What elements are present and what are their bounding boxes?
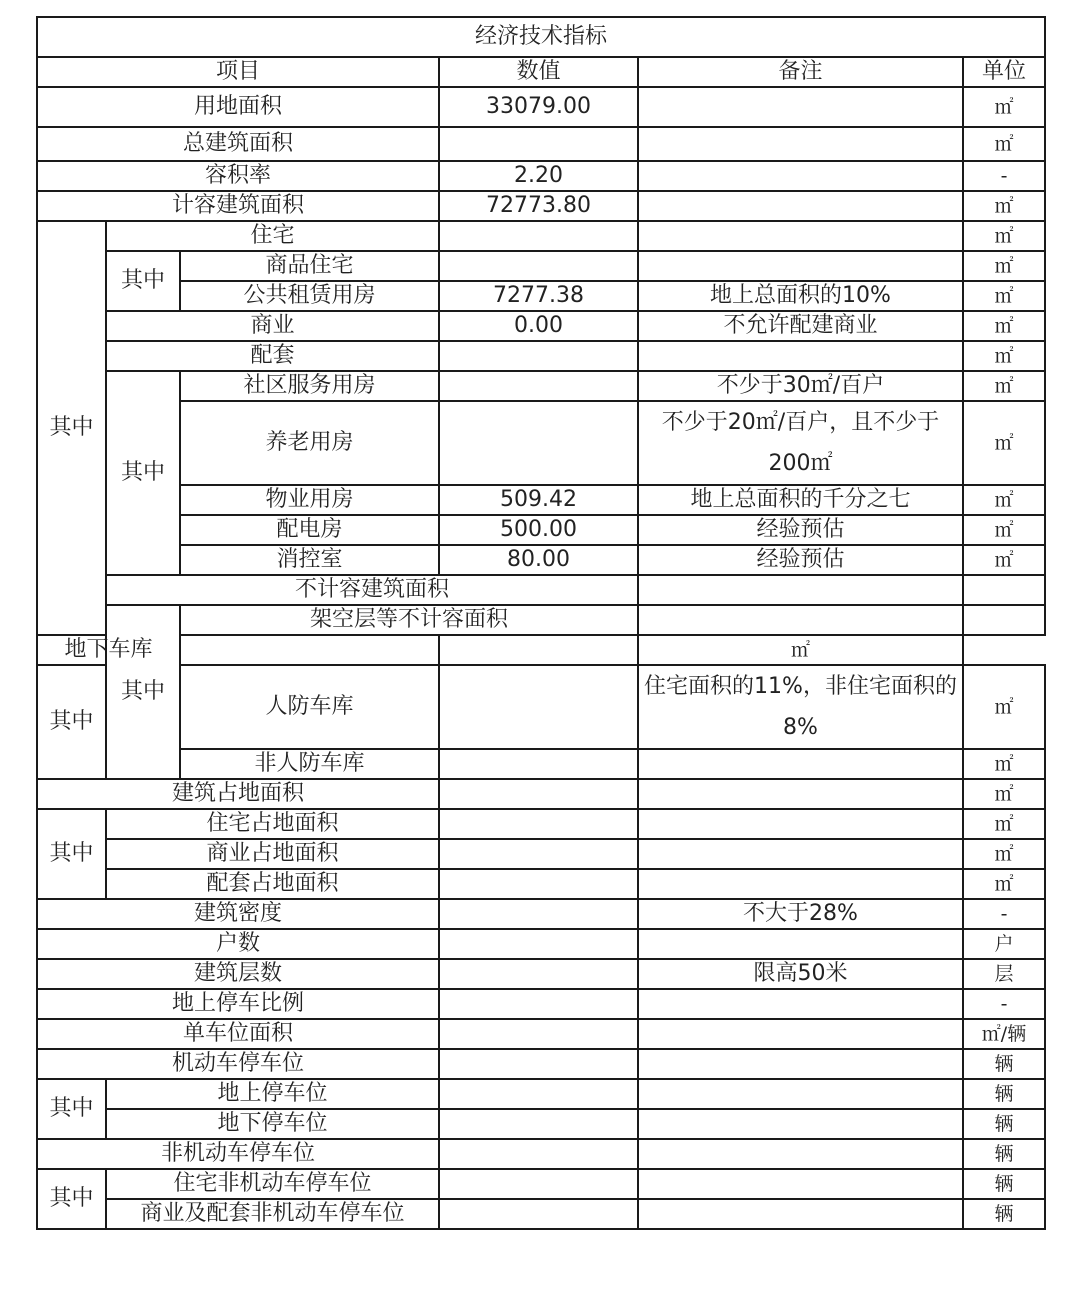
row-note (638, 1139, 963, 1169)
row-label: 商业占地面积 (106, 839, 439, 869)
row-note (638, 749, 963, 779)
row-value: 80.00 (439, 545, 638, 575)
row-unit: 辆 (963, 1169, 1045, 1199)
table-title: 经济技术指标 (37, 17, 1045, 57)
row-value (638, 575, 963, 605)
row-value (180, 635, 439, 665)
row-unit: ㎡ (963, 869, 1045, 899)
row-value: 509.42 (439, 485, 638, 515)
row-label: 配套 (106, 341, 439, 371)
row-note (638, 1109, 963, 1139)
row-value (439, 401, 638, 485)
row-value (439, 371, 638, 401)
row-value (439, 665, 638, 749)
row-note (638, 161, 963, 191)
row-note (638, 127, 963, 161)
row-label: 架空层等不计容面积 (180, 605, 638, 635)
row-unit: ㎡ (963, 127, 1045, 161)
row-unit: 辆 (963, 1199, 1045, 1229)
row-value (439, 1109, 638, 1139)
row-value (439, 1139, 638, 1169)
row-label: 单车位面积 (37, 1019, 439, 1049)
row-label: 住宅占地面积 (106, 809, 439, 839)
header-value: 数值 (439, 57, 638, 87)
subgroup-label: 其中 (106, 251, 180, 311)
row-note (439, 635, 638, 665)
row-label: 住宅非机动车停车位 (106, 1169, 439, 1199)
row-label: 建筑层数 (37, 959, 439, 989)
row-value: 500.00 (439, 515, 638, 545)
row-unit: ㎡ (963, 749, 1045, 779)
row-value (439, 749, 638, 779)
row-unit: ㎡ (963, 485, 1045, 515)
row-note (638, 1019, 963, 1049)
header-item: 项目 (37, 57, 439, 87)
row-unit: ㎡ (963, 221, 1045, 251)
row-unit: 辆 (963, 1079, 1045, 1109)
row-note (638, 1049, 963, 1079)
row-value: 72773.80 (439, 191, 638, 221)
row-label: 总建筑面积 (37, 127, 439, 161)
indicator-table (36, 16, 1046, 1230)
row-value (638, 605, 963, 635)
row-unit: ㎡ (963, 809, 1045, 839)
row-unit: ㎡/辆 (963, 1019, 1045, 1049)
row-value (439, 779, 638, 809)
row-unit: ㎡ (963, 779, 1045, 809)
row-unit: 层 (963, 959, 1045, 989)
row-unit: ㎡ (963, 545, 1045, 575)
row-label: 容积率 (37, 161, 439, 191)
row-unit: ㎡ (963, 251, 1045, 281)
row-note (638, 221, 963, 251)
row-label: 地下停车位 (106, 1109, 439, 1139)
row-label: 住宅 (106, 221, 439, 251)
subgroup-label: 其中 (106, 371, 180, 575)
row-value (439, 899, 638, 929)
row-note (638, 809, 963, 839)
row-label: 物业用房 (180, 485, 439, 515)
row-note: 经验预估 (638, 545, 963, 575)
row-label: 商业及配套非机动车停车位 (106, 1199, 439, 1229)
row-label: 建筑占地面积 (37, 779, 439, 809)
row-note (638, 1169, 963, 1199)
row-label: 商业 (106, 311, 439, 341)
row-unit: - (963, 899, 1045, 929)
row-value (439, 1049, 638, 1079)
row-label: 计容建筑面积 (37, 191, 439, 221)
row-value (439, 341, 638, 371)
row-note: 不大于28% (638, 899, 963, 929)
row-note (638, 1199, 963, 1229)
row-note: 不允许配建商业 (638, 311, 963, 341)
row-value (439, 127, 638, 161)
row-unit: ㎡ (963, 665, 1045, 749)
group-label: 其中 (37, 221, 106, 635)
row-label: 地上停车比例 (37, 989, 439, 1019)
row-label: 商品住宅 (180, 251, 439, 281)
row-label: 用地面积 (37, 87, 439, 127)
header-note: 备注 (638, 57, 963, 87)
subgroup-label: 其中 (37, 665, 106, 779)
row-unit: ㎡ (963, 839, 1045, 869)
row-value (439, 809, 638, 839)
row-label: 社区服务用房 (180, 371, 439, 401)
row-label: 地下车库 (37, 635, 180, 665)
row-unit: ㎡ (638, 635, 963, 665)
row-value (439, 869, 638, 899)
row-note (638, 251, 963, 281)
row-label: 人防车库 (180, 665, 439, 749)
row-value (439, 989, 638, 1019)
row-unit: 辆 (963, 1049, 1045, 1079)
row-note: 不少于30㎡/百户 (638, 371, 963, 401)
row-value: 0.00 (439, 311, 638, 341)
row-note: 经验预估 (638, 515, 963, 545)
row-note: 限高50米 (638, 959, 963, 989)
row-value (439, 251, 638, 281)
group-label: 其中 (37, 809, 106, 899)
row-note (638, 929, 963, 959)
row-label: 地上停车位 (106, 1079, 439, 1109)
row-unit: ㎡ (963, 281, 1045, 311)
row-note (963, 575, 1045, 605)
row-unit: ㎡ (963, 87, 1045, 127)
row-unit: 辆 (963, 1139, 1045, 1169)
row-note (638, 191, 963, 221)
row-label: 非机动车停车位 (37, 1139, 439, 1169)
row-note (638, 87, 963, 127)
row-label: 公共租赁用房 (180, 281, 439, 311)
row-unit: ㎡ (963, 401, 1045, 485)
row-value: 7277.38 (439, 281, 638, 311)
row-label: 消控室 (180, 545, 439, 575)
group-label: 其中 (106, 605, 180, 779)
row-unit: ㎡ (963, 515, 1045, 545)
row-unit: 户 (963, 929, 1045, 959)
row-note (638, 341, 963, 371)
row-unit: ㎡ (963, 311, 1045, 341)
row-unit: ㎡ (963, 371, 1045, 401)
row-value (439, 929, 638, 959)
row-value: 33079.00 (439, 87, 638, 127)
row-label: 建筑密度 (37, 899, 439, 929)
row-note (638, 989, 963, 1019)
row-label: 机动车停车位 (37, 1049, 439, 1079)
row-value (439, 1169, 638, 1199)
row-value (439, 221, 638, 251)
group-label: 其中 (37, 1079, 106, 1139)
row-unit: ㎡ (963, 191, 1045, 221)
row-label: 不计容建筑面积 (106, 575, 638, 605)
row-note: 地上总面积的千分之七 (638, 485, 963, 515)
row-note (638, 839, 963, 869)
row-value (439, 839, 638, 869)
row-note (638, 779, 963, 809)
row-label: 养老用房 (180, 401, 439, 485)
row-value (439, 1199, 638, 1229)
row-note (638, 869, 963, 899)
row-label: 配套占地面积 (106, 869, 439, 899)
row-unit: ㎡ (963, 341, 1045, 371)
row-note: 住宅面积的11%，非住宅面积的8% (638, 665, 963, 749)
header-unit: 单位 (963, 57, 1045, 87)
row-note (638, 1079, 963, 1109)
row-note: 地上总面积的10% (638, 281, 963, 311)
row-unit: - (963, 989, 1045, 1019)
row-unit: - (963, 161, 1045, 191)
group-label: 其中 (37, 1169, 106, 1229)
row-value: 2.20 (439, 161, 638, 191)
row-label: 非人防车库 (180, 749, 439, 779)
row-unit: 辆 (963, 1109, 1045, 1139)
row-label: 配电房 (180, 515, 439, 545)
row-value (439, 1079, 638, 1109)
row-label: 户数 (37, 929, 439, 959)
row-value (439, 1019, 638, 1049)
row-value (439, 959, 638, 989)
row-note (963, 605, 1045, 635)
row-note: 不少于20㎡/百户，且不少于200㎡ (638, 401, 963, 485)
